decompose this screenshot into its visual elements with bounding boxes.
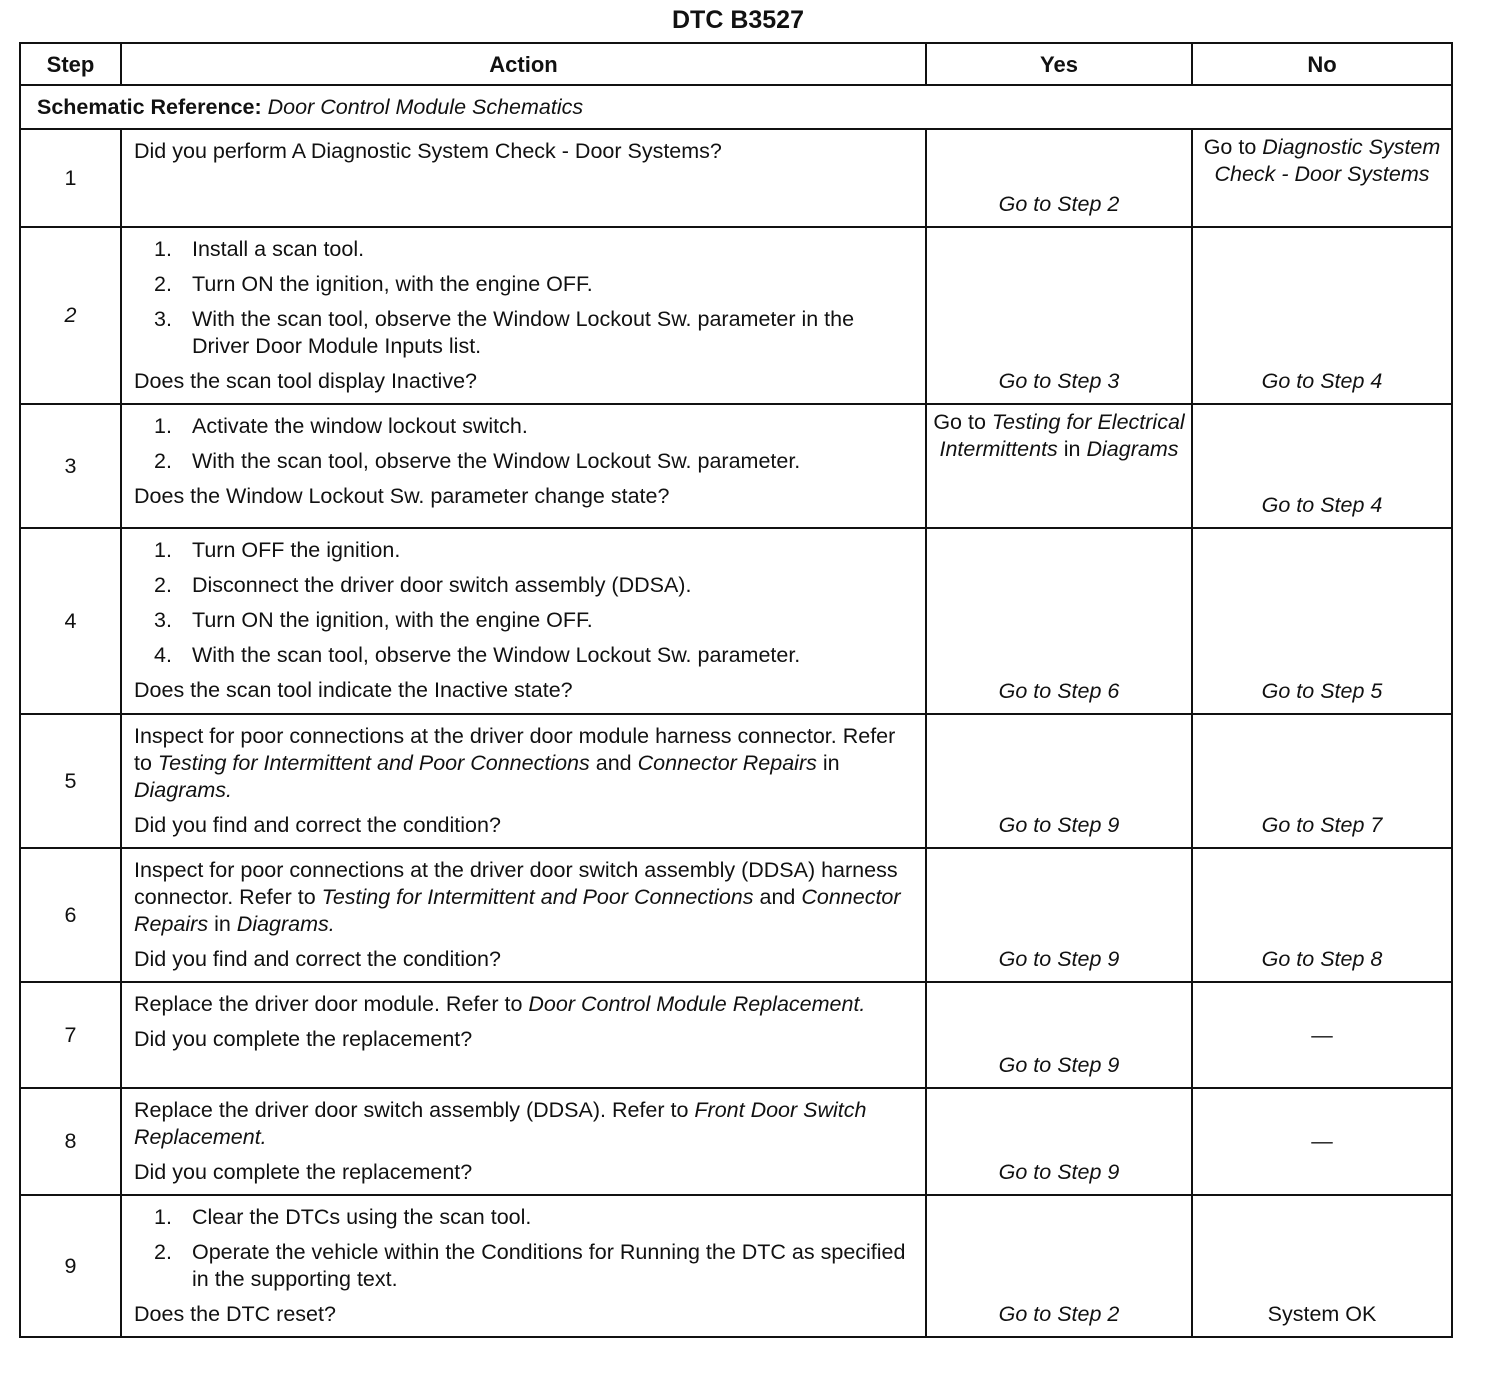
yes-cell	[926, 1088, 1192, 1195]
list-item-number: 2.	[154, 1240, 172, 1264]
list-item-number: 2.	[154, 449, 172, 473]
list-item-text: Activate the window lockout switch.	[192, 414, 528, 438]
action-text-part: Replace the driver door switch assembly (DDSA). Refer to	[134, 1098, 689, 1122]
yes-mid: in	[1063, 437, 1081, 461]
list-item-text: Turn ON the ignition, with the engine OFF.	[192, 608, 593, 632]
no-link[interactable]: Go to Step 7	[1261, 813, 1383, 837]
yes-link[interactable]: Testing for Electrical Intermittents	[939, 410, 1185, 461]
reference-link[interactable]: Diagrams.	[236, 912, 335, 936]
table-row	[20, 404, 1452, 528]
reference-link[interactable]: Door Control Module Replacement.	[528, 992, 866, 1016]
action-text	[134, 723, 915, 804]
table-row	[20, 982, 1452, 1088]
no-cell	[1192, 1088, 1452, 1195]
list-item-number: 1.	[154, 237, 172, 261]
action-cell	[121, 404, 926, 528]
list-item	[134, 1204, 915, 1231]
reference-link[interactable]: Testing for Intermittent and Poor Connections	[157, 751, 590, 775]
list-item-text: Disconnect the driver door switch assembly (DDSA).	[192, 573, 692, 597]
action-text	[134, 1097, 915, 1151]
action-text-part: and	[595, 751, 632, 775]
table-row	[20, 227, 1452, 404]
no-link[interactable]: Diagnostic System Check - Door Systems	[1214, 135, 1441, 186]
action-question: Did you find and correct the condition?	[134, 947, 501, 971]
step-number: 1	[20, 129, 121, 227]
no-link[interactable]: Go to Step 5	[1261, 679, 1383, 703]
step-number: 4	[20, 528, 121, 714]
action-text-part: Inspect for poor connections at the driver door switch assembly (DDSA) harness connector. Refer to	[134, 858, 898, 909]
action-text-part: Inspect for poor connections at the driver door module harness connector. Refer to	[134, 724, 896, 775]
yes-cell	[926, 528, 1192, 714]
yes-link-diagrams[interactable]: Diagrams	[1086, 437, 1179, 461]
step-number: 8	[20, 1088, 121, 1195]
yes-link[interactable]: Go to Step 2	[998, 192, 1120, 216]
table-row	[20, 1088, 1452, 1195]
action-cell	[121, 227, 926, 404]
yes-link[interactable]: Go to Step 6	[998, 679, 1120, 703]
step-number: 5	[20, 714, 121, 848]
no-cell	[1192, 227, 1452, 404]
list-item-number: 2.	[154, 573, 172, 597]
no-cell	[1192, 1195, 1452, 1337]
yes-link[interactable]: Go to Step 9	[998, 1160, 1120, 1184]
no-result: System OK	[1267, 1302, 1377, 1326]
yes-cell	[926, 714, 1192, 848]
yes-cell	[926, 129, 1192, 227]
table-row	[20, 129, 1452, 227]
action-question: Does the scan tool display Inactive?	[134, 369, 478, 393]
action-text	[134, 991, 915, 1018]
no-dash: —	[1311, 1022, 1333, 1047]
list-item-text: Operate the vehicle within the Conditions for Running the DTC as specified in the supporting text.	[192, 1240, 906, 1291]
action-text-part: in	[822, 751, 840, 775]
header-yes: Yes	[926, 43, 1192, 85]
list-item	[134, 306, 915, 360]
no-link[interactable]: Go to Step 4	[1261, 369, 1383, 393]
yes-prefix: Go to	[933, 410, 986, 434]
action-list	[134, 1204, 915, 1293]
schematic-reference-label: Schematic Reference:	[37, 94, 262, 119]
no-cell	[1192, 848, 1452, 982]
yes-link[interactable]: Go to Step 9	[998, 1053, 1120, 1077]
step-number	[20, 227, 121, 404]
step-number-text: 2	[64, 303, 77, 327]
action-text-part: and	[759, 885, 796, 909]
action-cell	[121, 528, 926, 714]
table-row	[20, 1195, 1452, 1337]
list-item-text: With the scan tool, observe the Window Lockout Sw. parameter.	[192, 449, 801, 473]
list-item-number: 1.	[154, 414, 172, 438]
step-number: 7	[20, 982, 121, 1088]
yes-link[interactable]: Go to Step 9	[998, 947, 1120, 971]
schematic-reference	[20, 85, 1452, 129]
list-item-number: 1.	[154, 538, 172, 562]
no-cell	[1192, 714, 1452, 848]
diagnostic-table	[19, 42, 1453, 1338]
list-item	[134, 1239, 915, 1293]
action-cell	[121, 714, 926, 848]
action-list	[134, 236, 915, 360]
table-row	[20, 848, 1452, 982]
action-question: Does the Window Lockout Sw. parameter change state?	[134, 484, 670, 508]
action-cell	[121, 848, 926, 982]
action-question: Did you perform A Diagnostic System Check - Door Systems?	[134, 139, 722, 163]
action-cell	[121, 982, 926, 1088]
no-dash: —	[1311, 1129, 1333, 1153]
step-number: 3	[20, 404, 121, 528]
list-item	[134, 607, 915, 634]
yes-cell	[926, 227, 1192, 404]
yes-cell	[926, 982, 1192, 1088]
no-link[interactable]: Go to Step 8	[1261, 947, 1383, 971]
action-question: Did you complete the replacement?	[134, 1160, 473, 1184]
yes-link[interactable]: Go to Step 9	[998, 813, 1120, 837]
list-item-number: 3.	[154, 608, 172, 632]
schematic-reference-link[interactable]: Door Control Module Schematics	[267, 94, 584, 119]
list-item-number: 1.	[154, 1205, 172, 1229]
header-action: Action	[121, 43, 926, 85]
action-question: Does the DTC reset?	[134, 1302, 336, 1326]
list-item	[134, 413, 915, 440]
list-item-text: Turn OFF the ignition.	[192, 538, 401, 562]
reference-link[interactable]: Connector Repairs	[134, 885, 901, 936]
list-item	[134, 236, 915, 263]
action-list	[134, 537, 915, 669]
reference-link[interactable]: Diagrams.	[134, 778, 232, 802]
list-item	[134, 537, 915, 564]
list-item	[134, 642, 915, 669]
list-item	[134, 448, 915, 475]
action-cell	[121, 1195, 926, 1337]
yes-cell	[926, 404, 1192, 528]
reference-link[interactable]: Front Door Switch Replacement.	[134, 1098, 867, 1149]
list-item-text: Turn ON the ignition, with the engine OFF.	[192, 272, 593, 296]
page-title: DTC B3527	[672, 6, 804, 34]
no-cell	[1192, 129, 1452, 227]
list-item-text: With the scan tool, observe the Window Lockout Sw. parameter in the Driver Door Module Inputs list.	[192, 307, 855, 358]
step-number: 9	[20, 1195, 121, 1337]
no-link[interactable]: Go to Step 4	[1261, 493, 1383, 517]
header-no: No	[1192, 43, 1452, 85]
no-prefix: Go to	[1203, 135, 1257, 159]
no-cell	[1192, 404, 1452, 528]
list-item-text: Clear the DTCs using the scan tool.	[192, 1205, 532, 1229]
action-question: Did you find and correct the condition?	[134, 813, 501, 837]
step-number: 6	[20, 848, 121, 982]
action-question: Did you complete the replacement?	[134, 1027, 473, 1051]
yes-cell	[926, 1195, 1192, 1337]
no-cell	[1192, 528, 1452, 714]
action-text	[134, 857, 915, 938]
action-list	[134, 413, 915, 475]
yes-link[interactable]: Go to Step 2	[998, 1302, 1120, 1326]
header-step: Step	[20, 43, 121, 85]
reference-link[interactable]: Testing for Intermittent and Poor Connections	[321, 885, 754, 909]
table-row	[20, 714, 1452, 848]
list-item-number: 3.	[154, 307, 172, 331]
action-cell	[121, 1088, 926, 1195]
table-row	[20, 528, 1452, 714]
schematic-reference-row	[20, 85, 1452, 129]
action-text-part: in	[214, 912, 231, 936]
list-item-number: 4.	[154, 643, 172, 667]
header-row	[20, 43, 1452, 85]
yes-cell	[926, 848, 1192, 982]
list-item-text: With the scan tool, observe the Window Lockout Sw. parameter.	[192, 643, 801, 667]
action-question: Does the scan tool indicate the Inactive state?	[134, 678, 573, 702]
action-text-part: Replace the driver door module. Refer to	[134, 992, 523, 1016]
list-item	[134, 572, 915, 599]
reference-link[interactable]: Connector Repairs	[637, 751, 817, 775]
list-item-text: Install a scan tool.	[192, 237, 365, 261]
action-cell	[121, 129, 926, 227]
list-item	[134, 271, 915, 298]
yes-link[interactable]: Go to Step 3	[998, 369, 1120, 393]
no-cell	[1192, 982, 1452, 1088]
list-item-number: 2.	[154, 272, 172, 296]
